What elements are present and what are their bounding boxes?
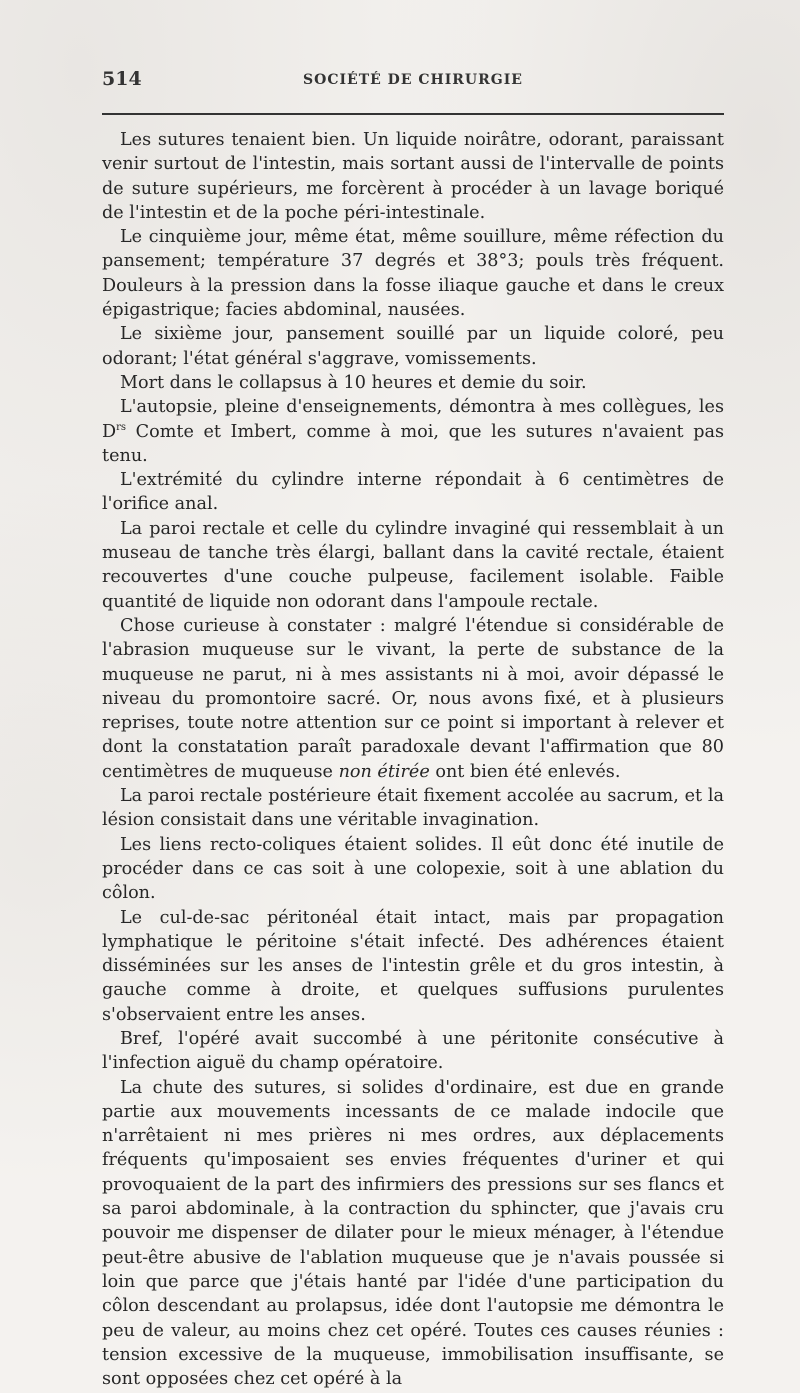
paragraph-5-text-a: L'autopsie, pleine d'enseignements, démontra à mes collègues, les D [102,397,724,442]
paragraph-5-text-b: Comte et Imbert, comme à moi, que les sutures n'avaient pas tenu. [102,421,724,466]
paragraph-8-italic: non étirée [338,761,430,782]
paragraph-10: Les liens recto-coliques étaient solides. Il eût donc été inutile de procéder dans ce cas soit à une colopexie, soit à une ablation du côlon. [102,834,724,904]
paragraph-13: La chute des sutures, si solides d'ordinaire, est due en grande partie aux mouvements incessants de ce malade indocile que n'arrêtaient ni mes prières ni mes ordres, aux déplacements fréquents qu'imposaient ses envies fréquentes d'uriner et qui provoquaient de la part des infirmiers des pressions sur ses flancs et sa paroi abdominale, à la contraction du sphincter, que j'avais cru pouvoir me dispenser de dilater pour le mieux ménager, à l'étendue peut-être abusive de l'ablation muqueuse que je n'avais poussée si loin que parce que j'étais hanté par l'idée d'une participation du côlon descendant au prolapsus, idée dont l'autopsie me démontra le peu de valeur, au moins chez cet opéré. Toutes ces causes réunies : tension excessive de la muqueuse, immobilisation insuffisante, se sont opposées chez cet opéré à la [102,1077,724,1390]
paragraph-8-text-a: Chose curieuse à constater : malgré l'étendue si considérable de l'abrasion muqueuse sur le vivant, la perte de substance de la muqueuse ne parut, ni à mes assistants ni à moi, avoir dépassé le niveau du promontoire sacré. Or, nous avons fixé, et à plusieurs reprises, toute notre attention sur ce point si important à relever et dont la constatation paraît paradoxale devant l'affirmation que 80 centimètres de muqueuse [102,615,724,782]
paragraph-11: Le cul-de-sac péritonéal était intact, mais par propagation lymphatique le péritoine s'était infecté. Des adhérences étaient disséminées sur les anses de l'intestin grêle et du gros intestin, à gauche comme à droite, et quelques suffusions purulentes s'observaient entre les anses. [102,907,724,1025]
paragraph-5 [102,395,724,468]
paragraph-5-superscript: rs [116,421,127,433]
paragraph-12: Bref, l'opéré avait succombé à une péritonite consécutive à l'infection aiguë du champ opératoire. [102,1028,724,1074]
paragraph-7: La paroi rectale et celle du cylindre invaginé qui ressemblait à un museau de tanche très élargi, ballant dans la cavité rectale, étaient recouvertes d'une couche pulpeuse, facilement isolable. Faible quantité de liquide non odorant dans l'ampoule rectale. [102,518,724,612]
paragraph-4: Mort dans le collapsus à 10 heures et demie du soir. [120,372,587,393]
paragraph-9: La paroi rectale postérieure était fixement accolée au sacrum, et la lésion consistait dans une véritable invagination. [102,786,724,831]
paragraph-2: Le cinquième jour, même état, même souillure, même réfection du pansement; température 37 degrés et 38°3; pouls très fréquent. Douleurs à la pression dans la fosse iliaque gauche et dans le creux épigastrique; facies abdominal, nausées. [102,227,724,321]
paragraph-6: L'extrémité du cylindre interne répondait à 6 centimètres de l'orifice anal. [102,470,724,515]
header-rule [102,113,724,115]
page-number: 514 [102,68,142,90]
paragraph-1: Les sutures tenaient bien. Un liquide noirâtre, odorant, paraissant venir surtout de l'intestin, mais sortant aussi de l'intervalle de points de suture supérieurs, me forcèrent à procéder à un lavage boriqué de l'intestin et de la poche péri-intestinale. [102,130,724,223]
page-header [102,68,724,94]
paragraph-8-text-b: ont bien été enlevés. [429,761,621,782]
body-text [102,128,724,1391]
running-head: SOCIÉTÉ DE CHIRURGIE [303,72,523,88]
paragraph-8 [102,614,724,784]
paragraph-3: Le sixième jour, pansement souillé par un liquide coloré, peu odorant; l'état général s'aggrave, vomissements. [102,324,724,369]
